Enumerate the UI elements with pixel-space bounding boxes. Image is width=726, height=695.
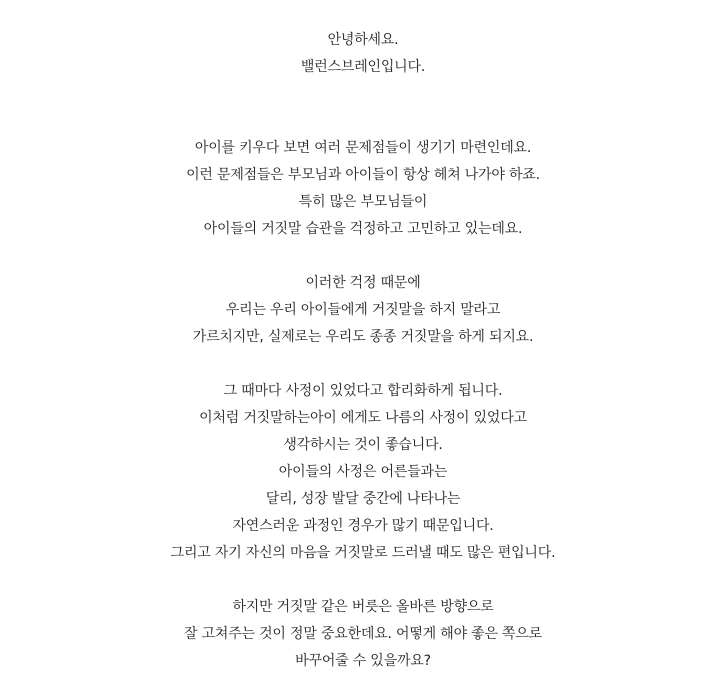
text-line: 아이를 키우다 보면 여러 문제점들이 생기기 마련인데요. (194, 140, 532, 156)
greeting-line: 밸런스브레인입니다. (300, 59, 426, 75)
text-line: 잘 고쳐주는 것이 정말 중요한데요. 어떻게 해야 좋은 쪽으로 (183, 626, 543, 642)
text-line: 이런 문제점들은 부모님과 아이들이 항상 헤쳐 나가야 하죠. (186, 167, 540, 183)
text-line: 하지만 거짓말 같은 버릇은 올바른 방향으로 (232, 599, 494, 615)
text-line: 달리, 성장 발달 중간에 나타나는 (265, 491, 461, 507)
greeting-line: 안녕하세요. (327, 32, 399, 48)
text-line: 이러한 걱정 때문에 (305, 275, 421, 291)
article-body (0, 27, 726, 675)
text-line: 이처럼 거짓말하는아이 에게도 나름의 사정이 있었다고 (199, 410, 527, 426)
text-line: 우리는 우리 아이들에게 거짓말을 하지 말라고 (225, 302, 501, 318)
text-line: 자연스러운 과정인 경우가 많기 때문입니다. (232, 518, 494, 534)
greeting-paragraph (0, 27, 726, 81)
text-line: 그 때마다 사정이 있었다고 합리화하게 됩니다. (223, 383, 503, 399)
text-line: 그리고 자기 자신의 마음을 거짓말로 드러낼 때도 많은 편입니다. (170, 545, 556, 561)
paragraph-reasons (0, 378, 726, 567)
text-line: 아이들의 사정은 어른들과는 (278, 464, 448, 480)
paragraph-conclusion (0, 594, 726, 675)
text-line: 생각하시는 것이 좋습니다. (283, 437, 443, 453)
paragraph-worry (0, 270, 726, 351)
text-line: 바꾸어줄 수 있을까요? (295, 653, 431, 669)
text-line: 아이들의 거짓말 습관을 걱정하고 고민하고 있는데요. (203, 221, 523, 237)
text-line: 가르치지만, 실제로는 우리도 종종 거짓말을 하게 되지요. (192, 329, 534, 345)
text-line: 특히 많은 부모님들이 (298, 194, 428, 210)
paragraph-intro (0, 135, 726, 243)
